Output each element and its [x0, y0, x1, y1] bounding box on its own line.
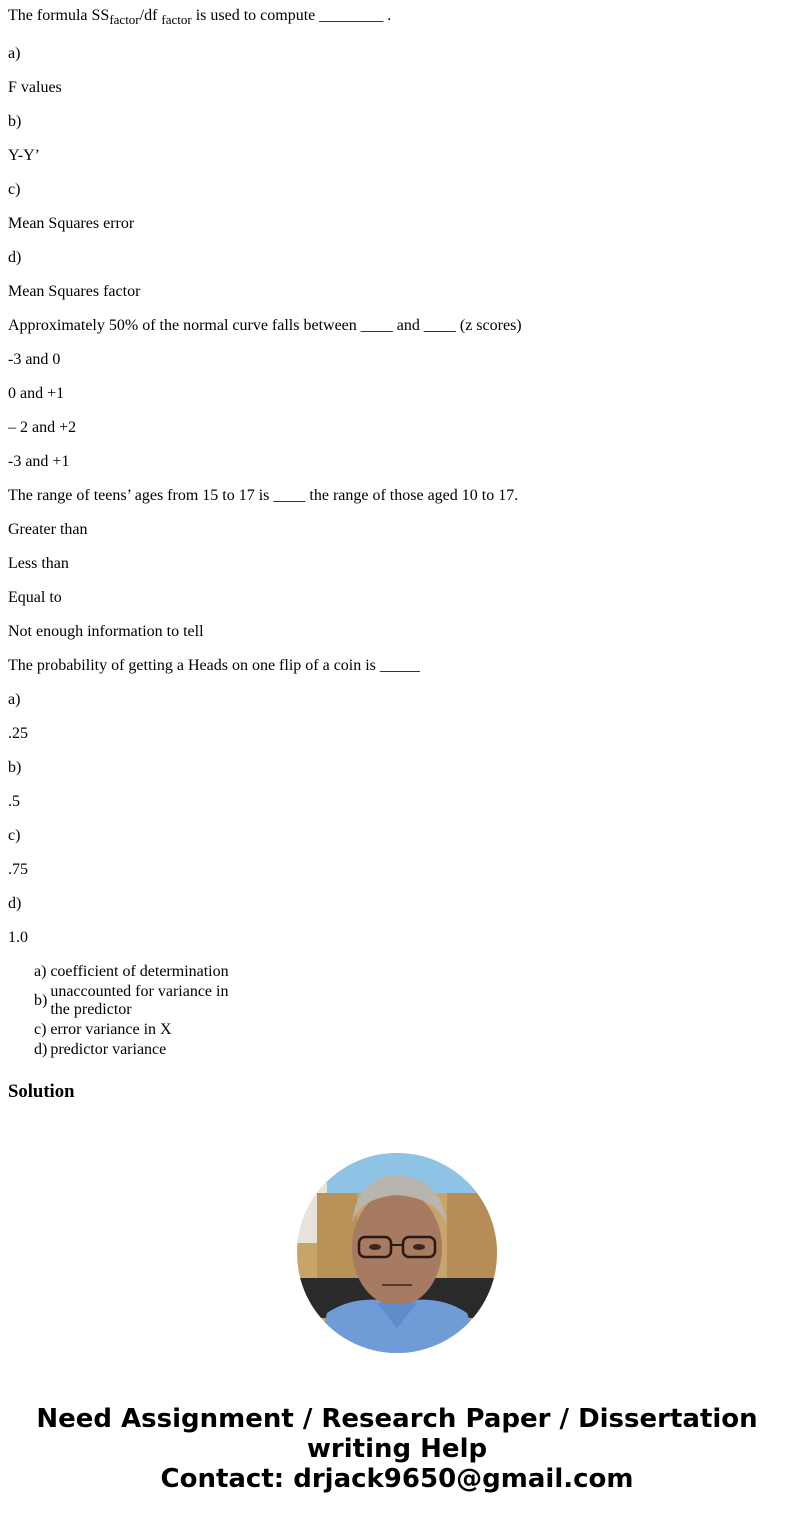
option-text: 0 and +1 — [8, 385, 65, 402]
option-label: c) — [8, 181, 21, 198]
option-text: Mean Squares factor — [8, 283, 141, 300]
table-row — [32, 1040, 232, 1060]
option-text: Equal to — [8, 589, 62, 606]
option-text: unaccounted for variance in the predictor — [50, 983, 229, 1018]
option-label: c) — [8, 827, 21, 844]
option-text: Greater than — [8, 521, 88, 538]
option-label: b) — [8, 759, 22, 776]
option-text: coefficient of determination — [50, 963, 229, 980]
question-4-prompt: The probability of getting a Heads on one flip of a coin is _____ — [8, 657, 420, 674]
promo-line-1: Need Assignment / Research Paper / Dissertation — [36, 1404, 758, 1434]
option-text: .75 — [8, 861, 28, 878]
solution-heading: Solution — [8, 1081, 75, 1102]
table-row — [32, 1020, 232, 1040]
option-text: F values — [8, 79, 62, 96]
table-row — [32, 982, 232, 1020]
option-text: Less than — [8, 555, 69, 572]
question-1-prompt — [8, 6, 391, 26]
option-label: b) — [34, 992, 48, 1009]
option-label: a) — [8, 45, 21, 62]
option-text: Y-Y’ — [8, 147, 40, 164]
option-text: .25 — [8, 725, 28, 742]
table-row — [32, 962, 232, 982]
option-text: Not enough information to tell — [8, 623, 204, 640]
avatar — [297, 1153, 497, 1353]
option-text: -3 and +1 — [8, 453, 70, 470]
subscript-factor: factor — [161, 12, 192, 27]
option-label: d) — [8, 249, 22, 266]
promo-line-2: writing Help — [306, 1434, 488, 1464]
option-label: b) — [8, 113, 22, 130]
question-3-prompt: The range of teens’ ages from 15 to 17 is ____ the range of those aged 10 to 17. — [8, 487, 519, 504]
prompt-text: The formula SS — [8, 7, 110, 24]
option-text: predictor variance — [50, 1041, 167, 1058]
option-label: a) — [34, 963, 47, 980]
promo-banner — [0, 1404, 794, 1494]
options-table — [32, 962, 232, 1060]
option-text: 1.0 — [8, 929, 28, 946]
subscript-factor: factor — [109, 12, 140, 27]
option-text: Mean Squares error — [8, 215, 135, 232]
question-2-prompt: Approximately 50% of the normal curve falls between ____ and ____ (z scores) — [8, 317, 522, 334]
person-photo-icon — [297, 1153, 497, 1353]
prompt-text: /df — [139, 7, 162, 24]
prompt-text: is used to compute ________ . — [191, 7, 392, 24]
promo-contact: Contact: drjack9650@gmail.com — [160, 1464, 634, 1494]
option-text: error variance in X — [50, 1021, 172, 1038]
option-label: d) — [34, 1041, 48, 1058]
option-text: -3 and 0 — [8, 351, 61, 368]
option-label: a) — [8, 691, 21, 708]
option-text: – 2 and +2 — [8, 419, 77, 436]
option-label: d) — [8, 895, 22, 912]
option-text: .5 — [8, 793, 20, 810]
option-label: c) — [34, 1021, 47, 1038]
